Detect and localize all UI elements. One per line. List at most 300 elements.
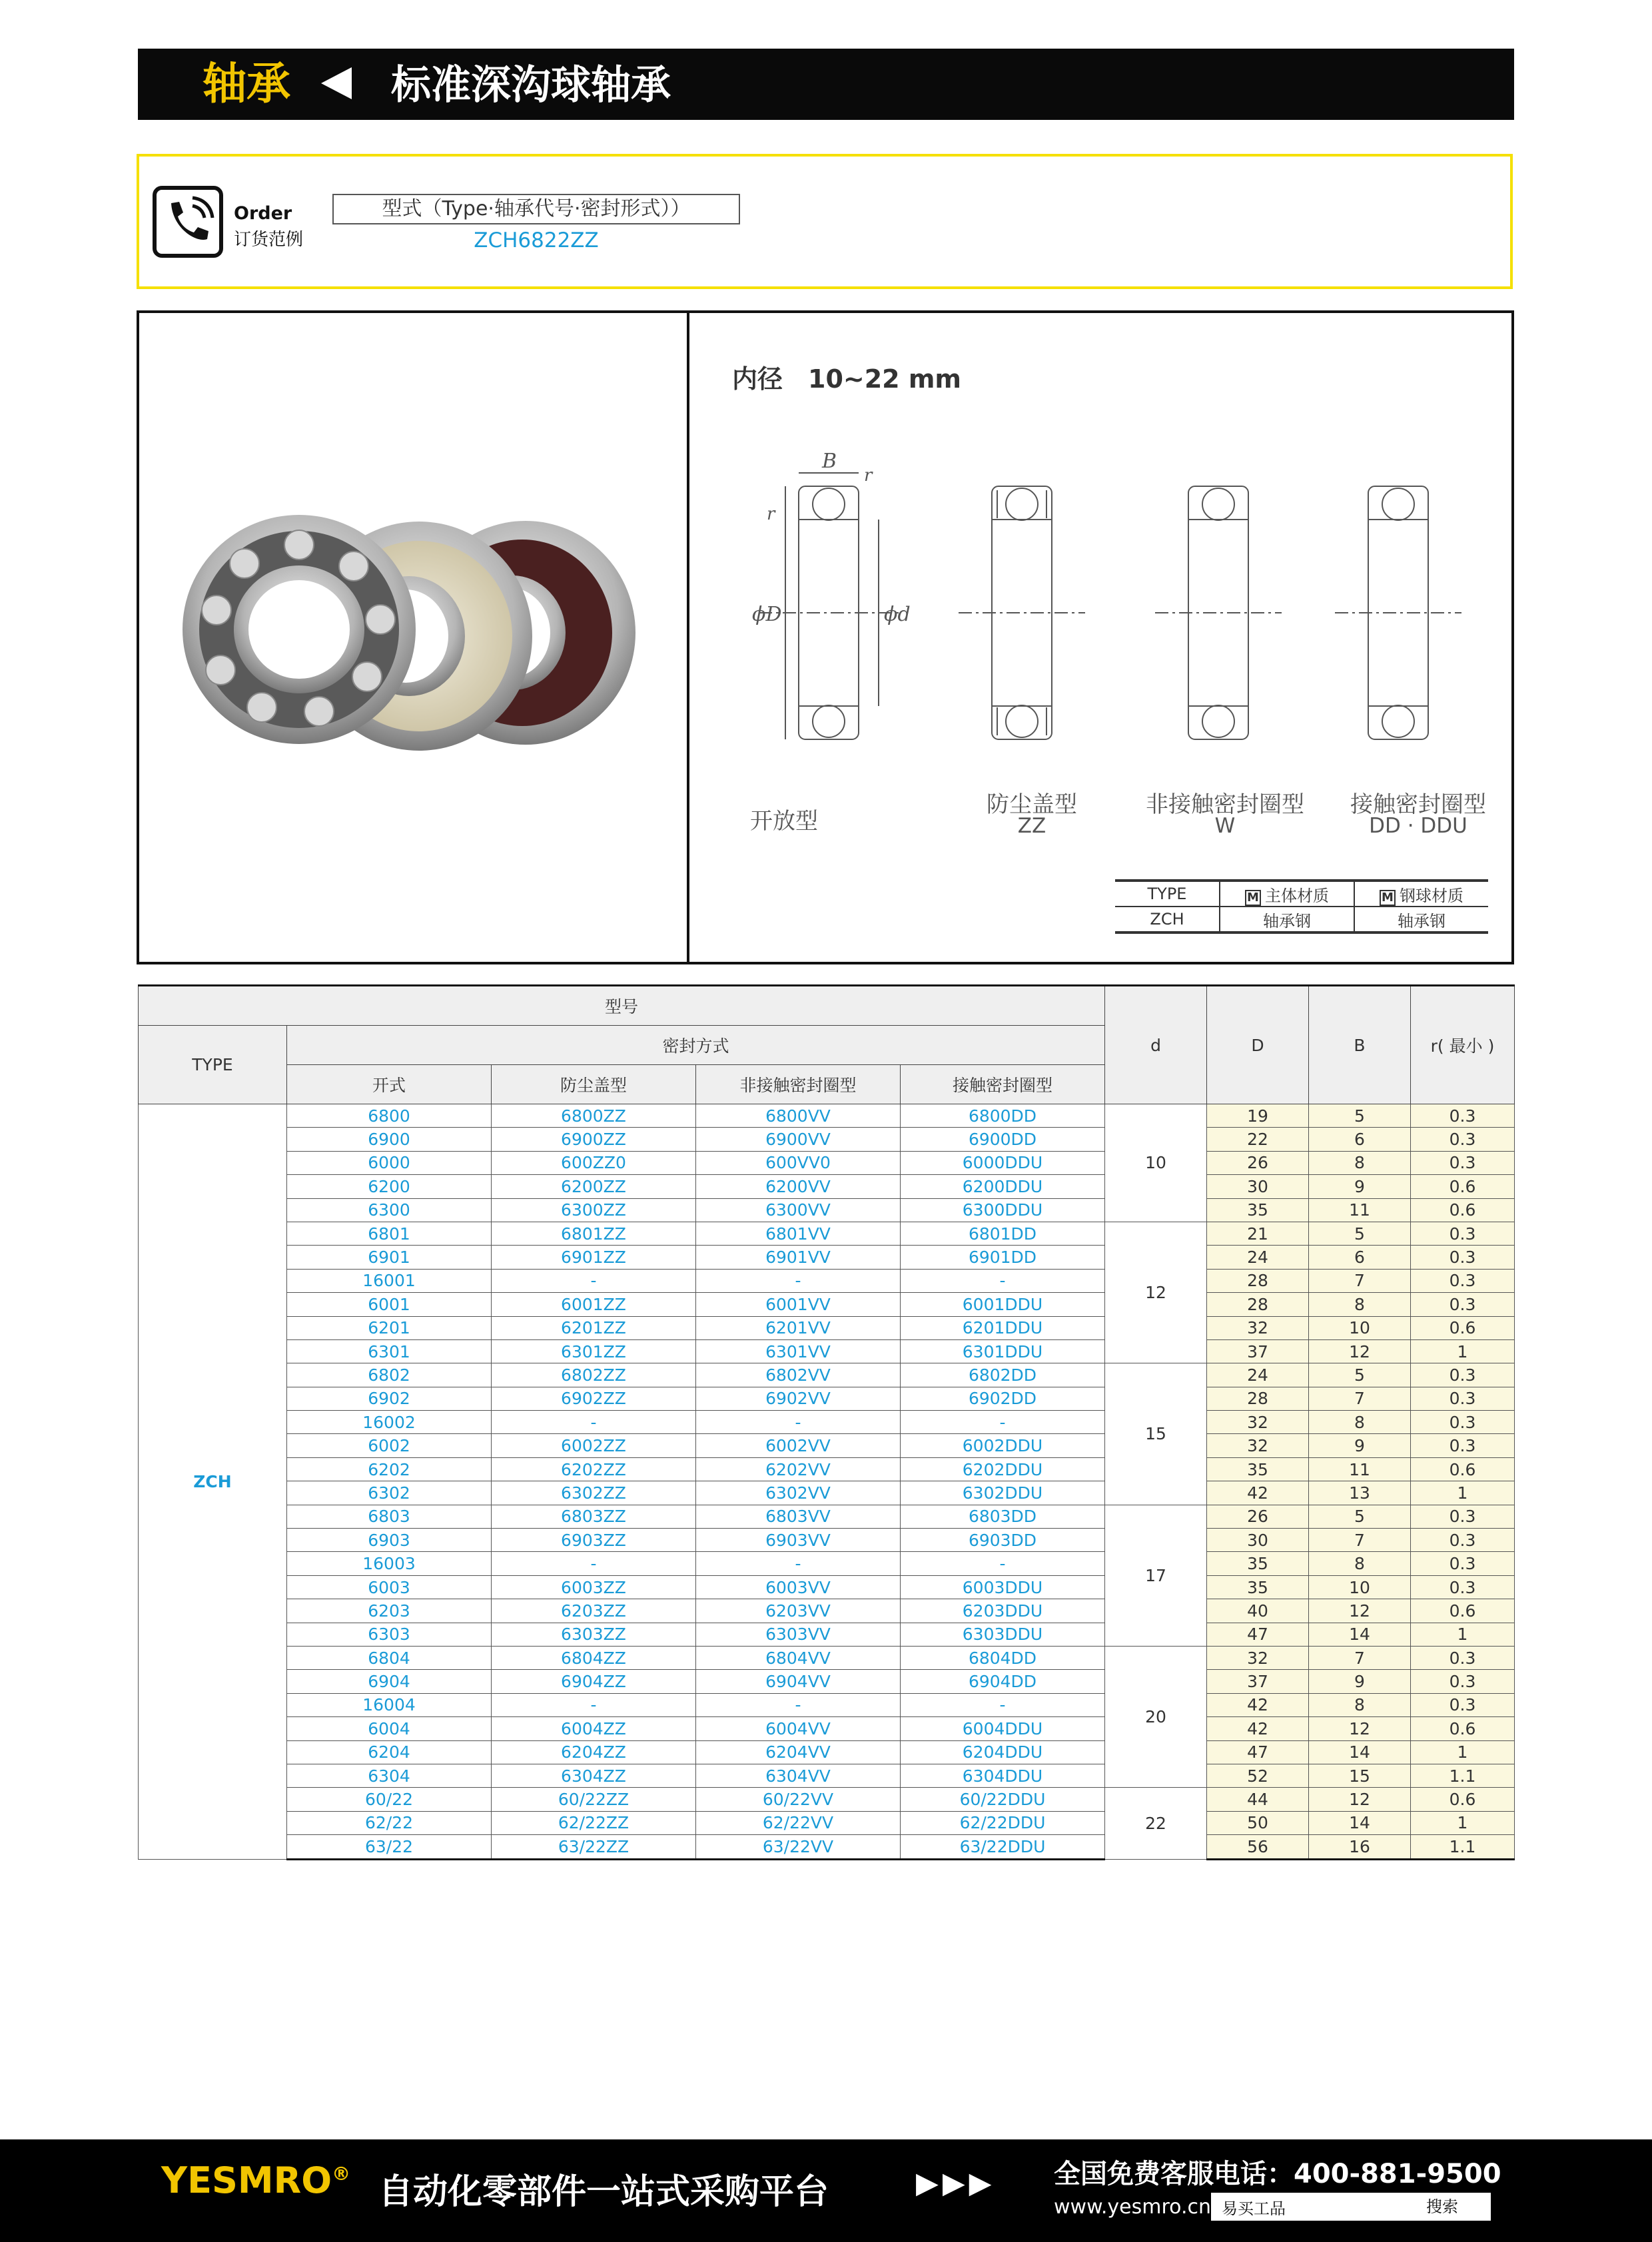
radius-r-cell: 0.3 (1411, 1646, 1515, 1669)
dim-d-inner: ϕd (884, 603, 911, 626)
material-type: ZCH (1115, 907, 1220, 933)
zz-model: 6803ZZ (492, 1505, 696, 1528)
outer-d-cell: 42 (1207, 1693, 1309, 1716)
radius-r-cell: 0.3 (1411, 1552, 1515, 1575)
vv-model: 6804VV (696, 1646, 901, 1669)
open-model: 6303 (287, 1623, 492, 1646)
radius-r-cell: 0.6 (1411, 1717, 1515, 1740)
outer-d-cell: 40 (1207, 1599, 1309, 1623)
caption-dd-code: DD · DDU (1369, 814, 1467, 838)
type-cell: ZCH (139, 1104, 287, 1860)
zz-model: 6804ZZ (492, 1646, 696, 1669)
caption-open: 开放型 (750, 808, 818, 835)
table-row (139, 1411, 1515, 1434)
footer-website[interactable]: www.yesmro.cn (1054, 2195, 1212, 2219)
dd-model: 6903DD (901, 1529, 1105, 1552)
outer-d-cell: 42 (1207, 1717, 1309, 1740)
dim-d-outer: ϕD (752, 603, 782, 626)
width-b-cell: 6 (1309, 1128, 1411, 1151)
dd-model: 63/22DDU (901, 1835, 1105, 1859)
radius-r-cell: 0.6 (1411, 1175, 1515, 1198)
radius-r-cell: 0.6 (1411, 1198, 1515, 1222)
zz-model: 6902ZZ (492, 1387, 696, 1410)
vv-model: - (696, 1693, 901, 1716)
width-b-cell: 12 (1309, 1717, 1411, 1740)
outer-d-cell: 56 (1207, 1835, 1309, 1859)
header-type: TYPE (139, 1026, 287, 1104)
outer-d-cell: 37 (1207, 1339, 1309, 1363)
zz-model: 6904ZZ (492, 1670, 696, 1693)
vv-model: 6003VV (696, 1575, 901, 1599)
phone-icon (153, 186, 223, 258)
zz-model: - (492, 1411, 696, 1434)
width-b-cell: 13 (1309, 1481, 1411, 1505)
open-model: 16004 (287, 1693, 492, 1716)
outer-d-cell: 24 (1207, 1363, 1309, 1387)
dd-model: 6204DDU (901, 1740, 1105, 1764)
table-row (139, 1387, 1515, 1410)
outer-d-cell: 35 (1207, 1198, 1309, 1222)
outer-d-cell: 26 (1207, 1505, 1309, 1528)
width-b-cell: 16 (1309, 1835, 1411, 1859)
open-model: 6003 (287, 1575, 492, 1599)
header-vv: 非接触密封圈型 (696, 1065, 901, 1104)
dd-model: 6300DDU (901, 1198, 1105, 1222)
dd-model: 6202DDU (901, 1457, 1105, 1481)
dd-model: 6301DDU (901, 1339, 1105, 1363)
footer-slogan: 自动化零部件一站式采购平台 (378, 2172, 829, 2212)
outer-d-cell: 32 (1207, 1434, 1309, 1457)
material-header-body: M 主体材质 (1220, 881, 1354, 907)
table-row (139, 1175, 1515, 1198)
outer-d-cell: 24 (1207, 1246, 1309, 1269)
open-model: 6200 (287, 1175, 492, 1198)
width-b-cell: 8 (1309, 1552, 1411, 1575)
zz-model: 6202ZZ (492, 1457, 696, 1481)
zz-model: 6302ZZ (492, 1481, 696, 1505)
table-row (139, 1222, 1515, 1245)
table-row (139, 1764, 1515, 1787)
radius-r-cell: 0.3 (1411, 1670, 1515, 1693)
vv-model: 6002VV (696, 1434, 901, 1457)
bearing-photo (179, 513, 645, 753)
zz-model: 6201ZZ (492, 1316, 696, 1339)
table-row (139, 1246, 1515, 1269)
dd-model: 62/22DDU (901, 1811, 1105, 1834)
header-model: 型号 (139, 986, 1105, 1026)
table-row (139, 1835, 1515, 1859)
outer-d-cell: 35 (1207, 1552, 1309, 1575)
width-b-cell: 10 (1309, 1575, 1411, 1599)
bore-d-cell: 10 (1105, 1104, 1207, 1222)
open-model: 6201 (287, 1316, 492, 1339)
dd-model: 6302DDU (901, 1481, 1105, 1505)
outer-d-cell: 28 (1207, 1269, 1309, 1292)
width-b-cell: 9 (1309, 1670, 1411, 1693)
radius-r-cell: 0.3 (1411, 1222, 1515, 1245)
vv-model: - (696, 1552, 901, 1575)
outer-d-cell: 35 (1207, 1575, 1309, 1599)
table-row (139, 1552, 1515, 1575)
zz-model: 62/22ZZ (492, 1811, 696, 1834)
bore-d-cell: 20 (1105, 1646, 1207, 1787)
radius-r-cell: 0.3 (1411, 1529, 1515, 1552)
radius-r-cell: 0.6 (1411, 1316, 1515, 1339)
vv-model: 6200VV (696, 1175, 901, 1198)
material-header-type: TYPE (1115, 881, 1220, 907)
table-row (139, 1481, 1515, 1505)
width-b-cell: 9 (1309, 1434, 1411, 1457)
table-row (139, 1339, 1515, 1363)
vv-model: 6204VV (696, 1740, 901, 1764)
open-model: 6801 (287, 1222, 492, 1245)
width-b-cell: 11 (1309, 1198, 1411, 1222)
dd-model: 6004DDU (901, 1717, 1105, 1740)
outer-d-cell: 26 (1207, 1151, 1309, 1174)
caption-zz-code: ZZ (1017, 814, 1046, 838)
dd-model: 6801DD (901, 1222, 1105, 1245)
width-b-cell: 14 (1309, 1623, 1411, 1646)
vv-model: - (696, 1269, 901, 1292)
radius-r-cell: 1 (1411, 1740, 1515, 1764)
table-row (139, 1599, 1515, 1623)
zz-model: 6003ZZ (492, 1575, 696, 1599)
order-format-field: 型式（Type·轴承代号·密封形式）） (332, 194, 740, 224)
dd-model: 6003DDU (901, 1575, 1105, 1599)
outer-d-cell: 42 (1207, 1481, 1309, 1505)
vv-model: 6800VV (696, 1104, 901, 1128)
material-table (1115, 879, 1488, 934)
width-b-cell: 7 (1309, 1269, 1411, 1292)
vv-model: 6304VV (696, 1764, 901, 1787)
dd-model: 6803DD (901, 1505, 1105, 1528)
material-ball: 轴承钢 (1354, 907, 1488, 933)
bearing-section-drawings (692, 433, 1511, 753)
table-row (139, 1363, 1515, 1387)
open-model: 6300 (287, 1198, 492, 1222)
width-b-cell: 7 (1309, 1529, 1411, 1552)
material-body: 轴承钢 (1220, 907, 1354, 933)
outer-d-cell: 44 (1207, 1788, 1309, 1811)
dd-model: 6200DDU (901, 1175, 1105, 1198)
open-model: 62/22 (287, 1811, 492, 1834)
zz-model: 6001ZZ (492, 1293, 696, 1316)
width-b-cell: 8 (1309, 1293, 1411, 1316)
zz-model: 63/22ZZ (492, 1835, 696, 1859)
radius-r-cell: 1 (1411, 1481, 1515, 1505)
width-b-cell: 5 (1309, 1505, 1411, 1528)
vv-model: 60/22VV (696, 1788, 901, 1811)
outer-d-cell: 30 (1207, 1175, 1309, 1198)
open-model: 16001 (287, 1269, 492, 1292)
vv-model: 6801VV (696, 1222, 901, 1245)
zz-model: - (492, 1269, 696, 1292)
vv-model: 6300VV (696, 1198, 901, 1222)
open-model: 6903 (287, 1529, 492, 1552)
radius-r-cell: 0.3 (1411, 1693, 1515, 1716)
zz-model: 6903ZZ (492, 1529, 696, 1552)
bore-d-cell: 12 (1105, 1222, 1207, 1363)
radius-r-cell: 1.1 (1411, 1764, 1515, 1787)
dd-model: 6902DD (901, 1387, 1105, 1410)
header-r: r( 最小 ) (1411, 986, 1515, 1104)
table-row (139, 1740, 1515, 1764)
dd-model: - (901, 1411, 1105, 1434)
bore-d-cell: 17 (1105, 1505, 1207, 1646)
dd-model: 6303DDU (901, 1623, 1105, 1646)
zz-model: 60/22ZZ (492, 1788, 696, 1811)
outer-d-cell: 19 (1207, 1104, 1309, 1128)
zz-model: 6802ZZ (492, 1363, 696, 1387)
header-b: B (1309, 986, 1411, 1104)
figure-divider (687, 313, 689, 962)
radius-r-cell: 0.3 (1411, 1128, 1515, 1151)
open-model: 6904 (287, 1670, 492, 1693)
search-button[interactable]: 搜索 (1426, 2197, 1458, 2216)
radius-r-cell: 0.3 (1411, 1246, 1515, 1269)
dd-model: 6002DDU (901, 1434, 1105, 1457)
order-label-cn: 订货范例 (234, 230, 304, 250)
vv-model: 6301VV (696, 1339, 901, 1363)
table-row (139, 1623, 1515, 1646)
material-marker-icon: M (1245, 890, 1261, 906)
width-b-cell: 8 (1309, 1151, 1411, 1174)
outer-d-cell: 28 (1207, 1387, 1309, 1410)
bore-d-cell: 15 (1105, 1363, 1207, 1505)
width-b-cell: 12 (1309, 1339, 1411, 1363)
dd-model: 6804DD (901, 1646, 1105, 1669)
open-model: 6900 (287, 1128, 492, 1151)
dd-model: 6203DDU (901, 1599, 1105, 1623)
bore-range: 内径 10~22 mm (732, 364, 962, 394)
header-zz: 防尘盖型 (492, 1065, 696, 1104)
width-b-cell: 5 (1309, 1104, 1411, 1128)
dd-model: - (901, 1552, 1105, 1575)
zz-model: 6304ZZ (492, 1764, 696, 1787)
table-row (139, 1811, 1515, 1834)
order-example-code: ZCH6822ZZ (474, 228, 599, 252)
vv-model: 6904VV (696, 1670, 901, 1693)
open-model: 6302 (287, 1481, 492, 1505)
header-arrow-icon (321, 67, 352, 99)
table-row (139, 1788, 1515, 1811)
open-model: 6803 (287, 1505, 492, 1528)
open-model: 6804 (287, 1646, 492, 1669)
material-marker-icon: M (1380, 890, 1396, 906)
zz-model: 6300ZZ (492, 1198, 696, 1222)
order-label-en: Order (234, 203, 292, 224)
open-model: 16003 (287, 1552, 492, 1575)
zz-model: 6801ZZ (492, 1222, 696, 1245)
vv-model: 6203VV (696, 1599, 901, 1623)
table-row (139, 1316, 1515, 1339)
width-b-cell: 11 (1309, 1457, 1411, 1481)
vv-model: 6802VV (696, 1363, 901, 1387)
radius-r-cell: 0.3 (1411, 1293, 1515, 1316)
radius-r-cell: 0.3 (1411, 1411, 1515, 1434)
radius-r-cell: 1.1 (1411, 1835, 1515, 1859)
width-b-cell: 7 (1309, 1646, 1411, 1669)
width-b-cell: 8 (1309, 1411, 1411, 1434)
zz-model: 6303ZZ (492, 1623, 696, 1646)
radius-r-cell: 0.3 (1411, 1575, 1515, 1599)
vv-model: 600VV0 (696, 1151, 901, 1174)
outer-d-cell: 47 (1207, 1623, 1309, 1646)
width-b-cell: 15 (1309, 1764, 1411, 1787)
outer-d-cell: 21 (1207, 1222, 1309, 1245)
width-b-cell: 7 (1309, 1387, 1411, 1410)
radius-r-cell: 0.3 (1411, 1505, 1515, 1528)
vv-model: 6803VV (696, 1505, 901, 1528)
zz-model: 600ZZ0 (492, 1151, 696, 1174)
table-row (139, 1151, 1515, 1174)
dd-model: 6904DD (901, 1670, 1105, 1693)
dd-model: 6802DD (901, 1363, 1105, 1387)
width-b-cell: 14 (1309, 1811, 1411, 1834)
logo-registered-mark: ® (332, 2163, 351, 2185)
radius-r-cell: 0.6 (1411, 1457, 1515, 1481)
open-model: 6802 (287, 1363, 492, 1387)
header-open: 开式 (287, 1065, 492, 1104)
radius-r-cell: 0.3 (1411, 1387, 1515, 1410)
open-model: 6902 (287, 1387, 492, 1410)
material-header-ball: M 钢球材质 (1354, 881, 1488, 907)
table-row (139, 1717, 1515, 1740)
radius-r-cell: 1 (1411, 1811, 1515, 1834)
table-row (139, 1646, 1515, 1669)
header-seal: 密封方式 (287, 1026, 1105, 1065)
zz-model: 6301ZZ (492, 1339, 696, 1363)
outer-d-cell: 37 (1207, 1670, 1309, 1693)
outer-d-cell: 30 (1207, 1529, 1309, 1552)
outer-d-cell: 50 (1207, 1811, 1309, 1834)
table-row (139, 1269, 1515, 1292)
zz-model: 6203ZZ (492, 1599, 696, 1623)
zz-model: 6200ZZ (492, 1175, 696, 1198)
caption-w: 非接触密封圈型 (1146, 791, 1304, 818)
vv-model: 6302VV (696, 1481, 901, 1505)
vv-model: 6001VV (696, 1293, 901, 1316)
bore-d-cell: 22 (1105, 1788, 1207, 1859)
width-b-cell: 12 (1309, 1599, 1411, 1623)
search-input[interactable]: 易买工品 (1222, 2199, 1286, 2218)
radius-r-cell: 0.3 (1411, 1151, 1515, 1174)
zz-model: 6204ZZ (492, 1740, 696, 1764)
header-outer-d: D (1207, 986, 1309, 1104)
header-d: d (1105, 986, 1207, 1104)
width-b-cell: 12 (1309, 1788, 1411, 1811)
header-dd: 接触密封圈型 (901, 1065, 1105, 1104)
open-model: 6000 (287, 1151, 492, 1174)
table-row (139, 1434, 1515, 1457)
outer-d-cell: 22 (1207, 1128, 1309, 1151)
open-model: 6204 (287, 1740, 492, 1764)
table-row (139, 1198, 1515, 1222)
zz-model: 6004ZZ (492, 1717, 696, 1740)
table-row (139, 1670, 1515, 1693)
play-arrows-icon: ▶▶▶ (916, 2166, 996, 2200)
table-row (139, 1505, 1515, 1528)
dd-model: 6304DDU (901, 1764, 1105, 1787)
header-title: 标准深沟球轴承 (391, 62, 671, 109)
outer-d-cell: 28 (1207, 1293, 1309, 1316)
zz-model: 6800ZZ (492, 1104, 696, 1128)
zz-model: 6002ZZ (492, 1434, 696, 1457)
caption-zz: 防尘盖型 (987, 791, 1077, 818)
zz-model: - (492, 1552, 696, 1575)
vv-model: 6901VV (696, 1246, 901, 1269)
radius-r-cell: 0.3 (1411, 1434, 1515, 1457)
radius-r-cell: 0.6 (1411, 1788, 1515, 1811)
dd-model: 60/22DDU (901, 1788, 1105, 1811)
radius-r-cell: 1 (1411, 1339, 1515, 1363)
zz-model: - (492, 1693, 696, 1716)
width-b-cell: 8 (1309, 1693, 1411, 1716)
table-row (139, 1457, 1515, 1481)
dd-model: 6800DD (901, 1104, 1105, 1128)
open-model: 6002 (287, 1434, 492, 1457)
width-b-cell: 5 (1309, 1363, 1411, 1387)
vv-model: 62/22VV (696, 1811, 901, 1834)
open-model: 6203 (287, 1599, 492, 1623)
figure-panel (137, 310, 1514, 964)
table-row (139, 1693, 1515, 1716)
dim-r-top: r (864, 466, 873, 486)
radius-r-cell: 0.3 (1411, 1363, 1515, 1387)
open-model: 6001 (287, 1293, 492, 1316)
outer-d-cell: 52 (1207, 1764, 1309, 1787)
brand-logo: YESMRO® (161, 2159, 351, 2201)
caption-w-code: W (1214, 814, 1236, 838)
page-header (138, 49, 1514, 120)
page-footer (0, 2139, 1652, 2242)
vv-model: - (696, 1411, 901, 1434)
header-category: 轴承 (203, 58, 290, 109)
vv-model: 6202VV (696, 1457, 901, 1481)
footer-search-box[interactable] (1211, 2193, 1491, 2221)
width-b-cell: 5 (1309, 1222, 1411, 1245)
table-row (139, 1575, 1515, 1599)
table-row (139, 1529, 1515, 1552)
caption-dd: 接触密封圈型 (1350, 791, 1486, 818)
bearing-spec-table (138, 984, 1515, 1860)
vv-model: 6303VV (696, 1623, 901, 1646)
dd-model: 6001DDU (901, 1293, 1105, 1316)
open-model: 16002 (287, 1411, 492, 1434)
open-model: 60/22 (287, 1788, 492, 1811)
table-row (139, 1104, 1515, 1128)
dd-model: 6000DDU (901, 1151, 1105, 1174)
table-row (139, 1293, 1515, 1316)
vv-model: 6201VV (696, 1316, 901, 1339)
dd-model: - (901, 1269, 1105, 1292)
vv-model: 6902VV (696, 1387, 901, 1410)
open-model: 6800 (287, 1104, 492, 1128)
dd-model: 6900DD (901, 1128, 1105, 1151)
open-model: 6202 (287, 1457, 492, 1481)
vv-model: 63/22VV (696, 1835, 901, 1859)
dd-model: - (901, 1693, 1105, 1716)
open-model: 63/22 (287, 1835, 492, 1859)
width-b-cell: 9 (1309, 1175, 1411, 1198)
width-b-cell: 6 (1309, 1246, 1411, 1269)
open-model: 6901 (287, 1246, 492, 1269)
dd-model: 6901DD (901, 1246, 1105, 1269)
order-example-box (137, 154, 1513, 289)
outer-d-cell: 32 (1207, 1411, 1309, 1434)
outer-d-cell: 35 (1207, 1457, 1309, 1481)
vv-model: 6004VV (696, 1717, 901, 1740)
